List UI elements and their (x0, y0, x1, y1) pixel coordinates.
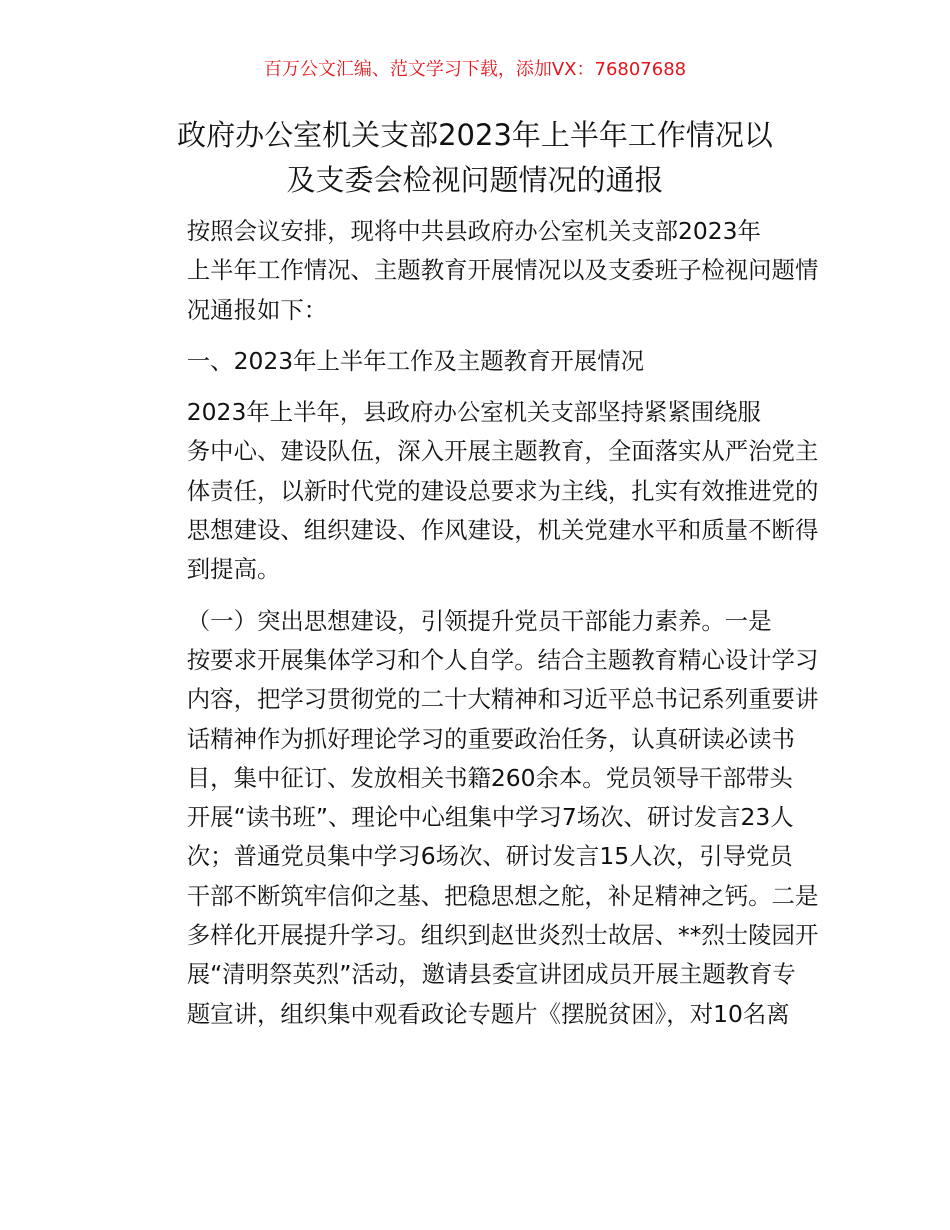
paragraph-intro (140, 212, 819, 330)
text-line: 思想建设、组织建设、作风建设，机关党建水平和质量不断得 (186, 516, 819, 545)
title-line-1: 政府办公室机关支部2023年上半年工作情况以 (177, 118, 773, 152)
text-line: 干部不断筑牢信仰之基、把稳思想之舵，补足精神之钙。二是 (186, 881, 819, 910)
text-line: （一）突出思想建设，引领提升党员干部能力素养。一是 (186, 606, 772, 635)
text-line: 按要求开展集体学习和个人自学。结合主题教育精心设计学习 (186, 645, 819, 674)
text-line: 题宣讲，组织集中观看政论专题片《摆脱贫困》，对10名离 (186, 999, 790, 1028)
paragraph-overview (140, 393, 819, 589)
promo-banner: 百万公文汇编、范文学习下载，添加VX：76807688 (263, 59, 687, 80)
text-line: 按照会议安排，现将中共县政府办公室机关支部2023年 (186, 217, 761, 245)
document-body (140, 212, 819, 1046)
text-line: 次；普通党员集中学习6场次、研讨发言15人次，引导党员 (186, 842, 793, 871)
title-line-2: 及支委会检视问题情况的通报 (286, 163, 664, 197)
text-line: 体责任，以新时代党的建设总要求为主线，扎实有效推进党的 (186, 476, 819, 505)
paragraph-ideology (140, 602, 819, 1034)
section-heading-1 (140, 342, 812, 381)
text-line: 开展“读书班”、理论中心组集中学习7场次、研讨发言23人 (186, 803, 794, 832)
text-line: 展“清明祭英烈”活动，邀请县委宣讲团成员开展主题教育专 (186, 960, 796, 989)
text-line: 内容，把学习贯彻党的二十大精神和习近平总书记系列重要讲 (186, 685, 819, 714)
text-line: 务中心、建设队伍，深入开展主题教育，全面落实从严治党主 (186, 437, 819, 466)
text-line: 到提高。 (186, 555, 281, 584)
text-line: 上半年工作情况、主题教育开展情况以及支委班子检视问题情 (186, 256, 819, 285)
text-line: 况通报如下： (186, 295, 328, 324)
text-line: 一、2023年上半年工作及主题教育开展情况 (186, 346, 644, 375)
text-line: 话精神作为抓好理论学习的重要政治任务，认真研读必读书 (186, 724, 795, 753)
text-line: 2023年上半年，县政府办公室机关支部坚持紧紧围绕服 (186, 398, 761, 427)
document-title (130, 113, 820, 203)
text-line: 目，集中征订、发放相关书籍260余本。党员领导干部带头 (186, 763, 793, 792)
text-line: 多样化开展提升学习。组织到赵世炎烈士故居、**烈士陵园开 (186, 921, 819, 950)
